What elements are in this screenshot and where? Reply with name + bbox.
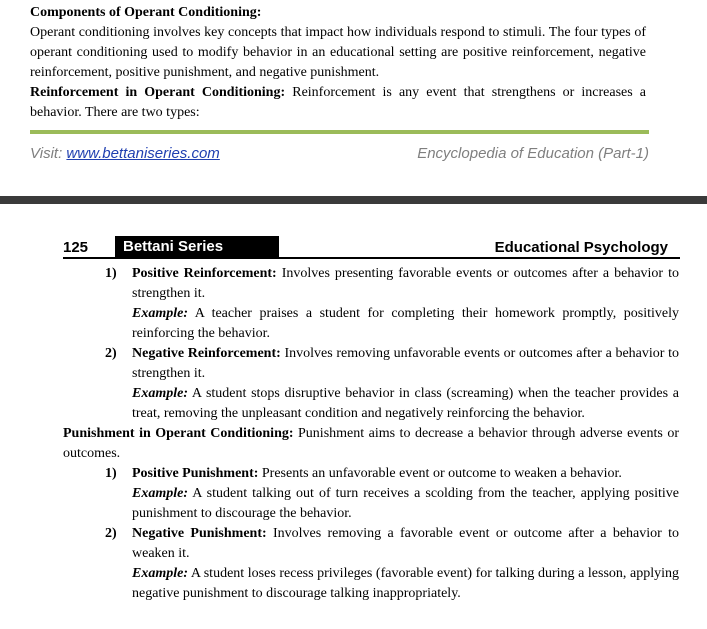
example-label: Example: [132,306,188,321]
item-definition [132,344,679,384]
punishment-text: Punishment aims to decrease a behavior through adverse events or outcomes. [63,426,679,461]
page-content [63,264,679,604]
item-number: 1) [105,266,117,281]
page-break [0,196,707,204]
previous-page-bottom [30,3,646,123]
item-example [132,384,679,424]
example-text: A student stops disruptive behavior in class (screaming) when the teacher provides a treat, removing the unpleasant condition and negatively reinforcing the behavior. [132,386,679,421]
item-text: Involves removing unfavorable events or outcomes after a behavior to strengthen it. [132,346,679,381]
item-example [132,304,679,344]
reinforcement-intro-paragraph [30,83,646,123]
list-item [63,464,679,524]
item-title: Positive Punishment: [132,466,259,481]
item-number: 2) [105,526,117,541]
page-header [63,236,680,258]
list-item [63,264,679,344]
list-item [63,524,679,604]
punishment-paragraph [63,424,679,464]
page-footer [30,144,649,166]
components-heading: Components of Operant Conditioning: [30,5,262,20]
example-label: Example: [132,566,188,581]
example-label: Example: [132,486,188,501]
page-number: 125 [63,239,89,256]
item-title: Positive Reinforcement: [132,266,277,281]
item-example [132,484,679,524]
subject-title: Educational Psychology [494,239,668,256]
item-title: Negative Reinforcement: [132,346,281,361]
reinforcement-heading: Reinforcement in Operant Conditioning: [30,85,286,100]
example-text: A student loses recess privileges (favorable event) for talking during a lesson, applying negative punishment to discourage talking inappropriately. [132,566,679,601]
item-text: Involves removing a favorable event or outcome after a behavior to weaken it. [132,526,680,561]
item-definition [132,264,679,304]
footer-divider [30,130,649,134]
item-title: Negative Punishment: [132,526,267,541]
item-number: 2) [105,346,117,361]
item-definition [132,464,679,484]
punishment-heading: Punishment in Operant Conditioning: [63,426,294,441]
components-paragraph [30,3,646,83]
series-badge: Bettani Series [115,236,279,257]
item-definition [132,524,679,564]
footer-book-title: Encyclopedia of Education (Part-1) [417,145,649,162]
footer-visit [30,144,220,164]
item-text: Involves presenting favorable events or outcomes after a behavior to strengthen it. [132,266,679,301]
header-divider [63,257,680,259]
reinforcement-intro-text: Reinforcement is any event that strengthens or increases a behavior. There are two types: [30,85,646,120]
website-link[interactable]: www.bettaniseries.com [66,145,220,162]
example-text: A teacher praises a student for completing their homework promptly, positively reinforcing the behavior. [132,306,679,341]
item-number: 1) [105,466,117,481]
list-item [63,344,679,424]
components-intro: Operant conditioning involves key concepts that impact how individuals respond to stimuli. The four types of operant conditioning used to modify behavior in an educational setting are positive reinforcement, negative reinforcement, positive punishment, and negative punishment. [30,25,646,80]
item-text: Presents an unfavorable event or outcome to weaken a behavior. [258,466,622,481]
item-example [132,564,679,604]
example-label: Example: [132,386,188,401]
footer-visit-label: Visit: [30,145,67,162]
example-text: A student talking out of turn receives a scolding from the teacher, applying positive punishment to discourage the behavior. [132,486,679,521]
